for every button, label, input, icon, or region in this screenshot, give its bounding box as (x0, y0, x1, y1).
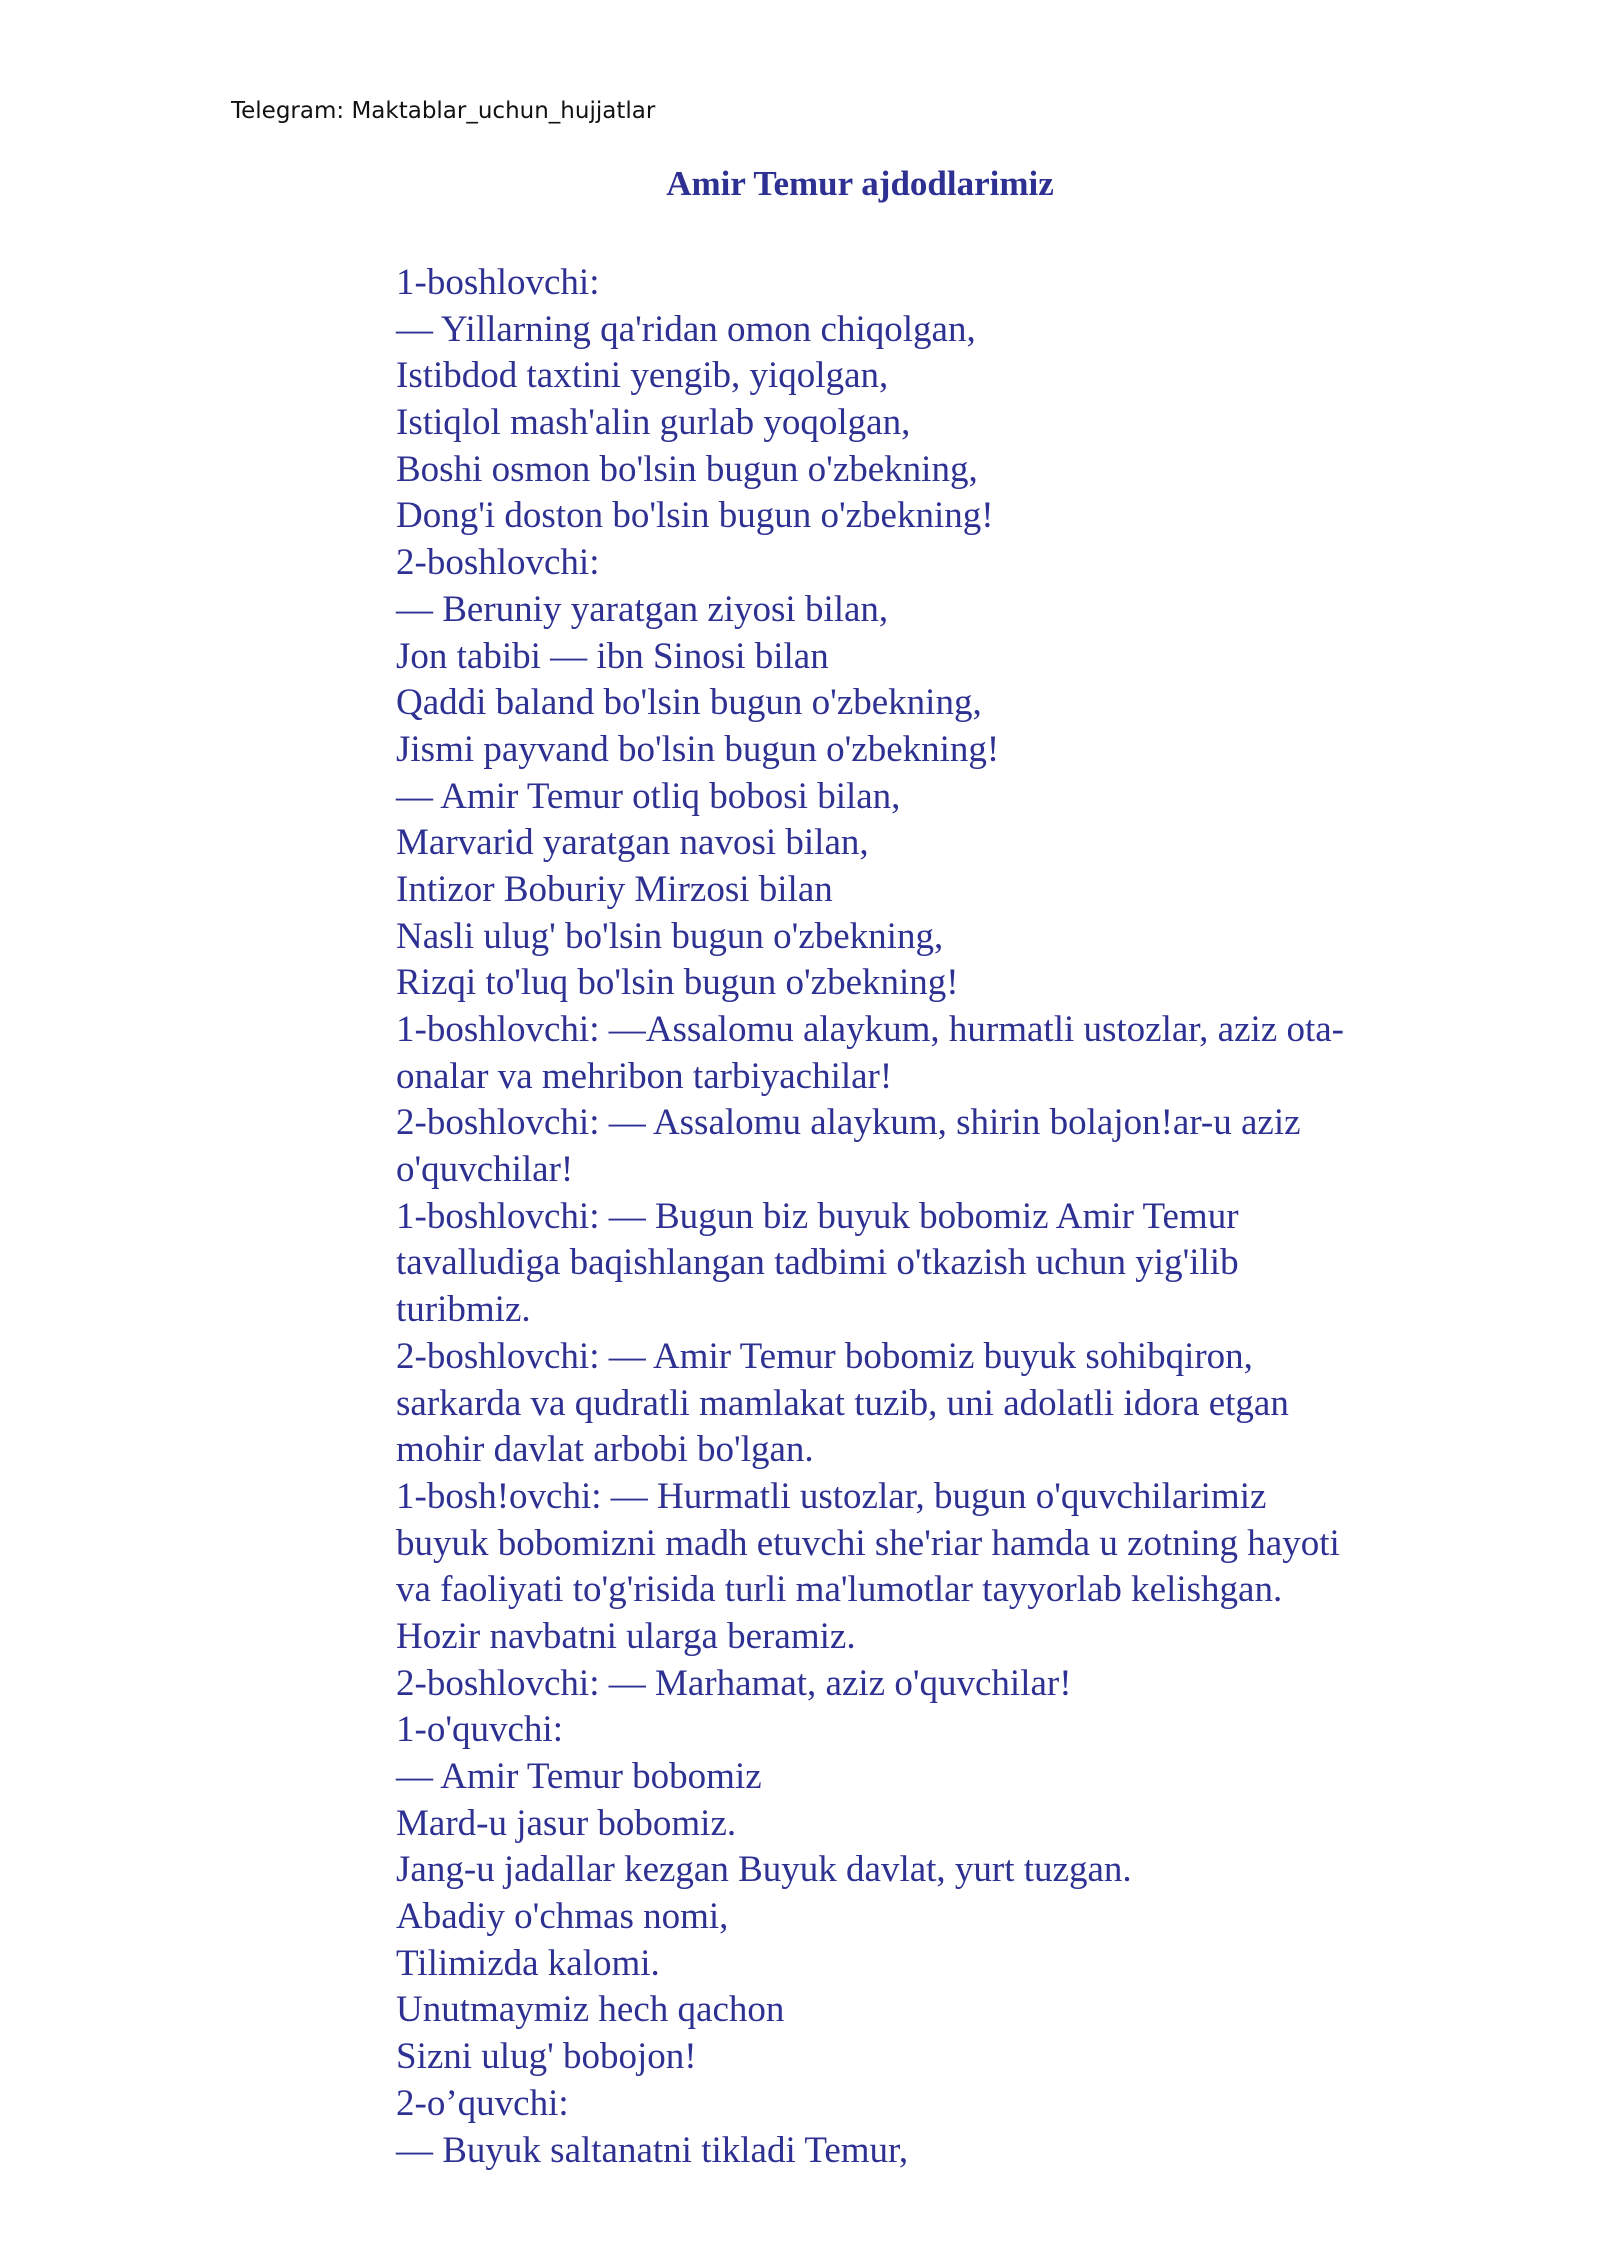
text-line: Jismi payvand bo'lsin bugun o'zbekning! (396, 728, 1000, 770)
text-line: Sizni ulug' bobojon! (396, 2036, 697, 2078)
text-line: Istibdod taxtini yengib, yiqolgan, (396, 355, 889, 397)
text-line: 2-boshlovchi: — Marhamat, aziz o'quvchilar! (396, 1662, 1072, 1704)
text-line: 1-boshlovchi: (396, 262, 600, 303)
text-line: Jon tabibi — ibn Sinosi bilan (396, 635, 829, 677)
text-line: tavalludiga baqishlangan tadbimi o'tkazish uchun yig'ilib (396, 1242, 1239, 1284)
text-line: Dong'i doston bo'lsin bugun o'zbekning! (396, 495, 994, 537)
text-line: Qaddi baland bo'lsin bugun o'zbekning, (396, 682, 982, 724)
text-line: Unutmaymiz hech qachon (396, 1989, 785, 2031)
text-line: Abadiy o'chmas nomi, (396, 1896, 729, 1938)
text-line: turibmiz. (396, 1289, 531, 1331)
text-line: Hozir navbatni ularga beramiz. (396, 1615, 856, 1657)
text-line: sarkarda va qudratli mamlakat tuzib, uni adolatli idora etgan (396, 1382, 1289, 1424)
header-note: Telegram: Maktablar_uchun_hujjatlar (231, 98, 656, 124)
document-body (396, 260, 1456, 2174)
text-line: Intizor Boburiy Mirzosi bilan (396, 868, 833, 910)
text-line: 2-boshlovchi: (396, 542, 600, 584)
text-line: — Amir Temur otliq bobosi bilan, (396, 775, 901, 817)
text-line: Nasli ulug' bo'lsin bugun o'zbekning, (396, 915, 944, 957)
text-line: mohir davlat arbobi bo'lgan. (396, 1429, 814, 1471)
text-line: va faoliyati to'g'risida turli ma'lumotlar tayyorlab kelishgan. (396, 1569, 1283, 1611)
text-line: Tilimizda kalomi. (396, 1942, 660, 1984)
text-line: 2-boshlovchi: — Assalomu alaykum, shirin bolajon!ar-u aziz (396, 1102, 1301, 1144)
document-title: Amir Temur ajdodlarimiz (666, 164, 1054, 203)
text-line: — Amir Temur bobomiz (396, 1756, 762, 1797)
text-line: Istiqlol mash'alin gurlab yoqolgan, (396, 402, 911, 444)
text-line: Rizqi to'luq bo'lsin bugun o'zbekning! (396, 962, 959, 1004)
text-line: Mard-u jasur bobomiz. (396, 1802, 737, 1844)
text-line: 1-boshlovchi: —Assalomu alaykum, hurmatli ustozlar, aziz ota- (396, 1009, 1344, 1050)
text-line: onalar va mehribon tarbiyachilar! (396, 1055, 893, 1097)
text-line: 1-o'quvchi: (396, 1709, 563, 1751)
text-line: 1-bosh!ovchi: — Hurmatli ustozlar, bugun o'quvchilarimiz (396, 1475, 1267, 1517)
text-line: Boshi osmon bo'lsin bugun o'zbekning, (396, 448, 978, 490)
text-line: 2-o’quvchi: (396, 2082, 569, 2124)
text-line: 2-boshlovchi: — Amir Temur bobomiz buyuk sohibqiron, (396, 1335, 1253, 1377)
text-line: 1-boshlovchi: — Bugun biz buyuk bobomiz Amir Temur (396, 1195, 1239, 1237)
text-line: Jang-u jadallar kezgan Buyuk davlat, yurt tuzgan. (396, 1849, 1132, 1891)
text-line: — Beruniy yaratgan ziyosi bilan, (396, 588, 889, 630)
text-line: — Yillarning qa'ridan omon chiqolgan, (396, 308, 976, 350)
text-line: o'quvchilar! (396, 1149, 574, 1191)
text-line: Marvarid yaratgan navosi bilan, (396, 822, 869, 864)
text-line: — Buyuk saltanatni tikladi Temur, (396, 2129, 909, 2171)
text-line: buyuk bobomizni madh etuvchi she'riar hamda u zotning hayoti (396, 1522, 1340, 1564)
